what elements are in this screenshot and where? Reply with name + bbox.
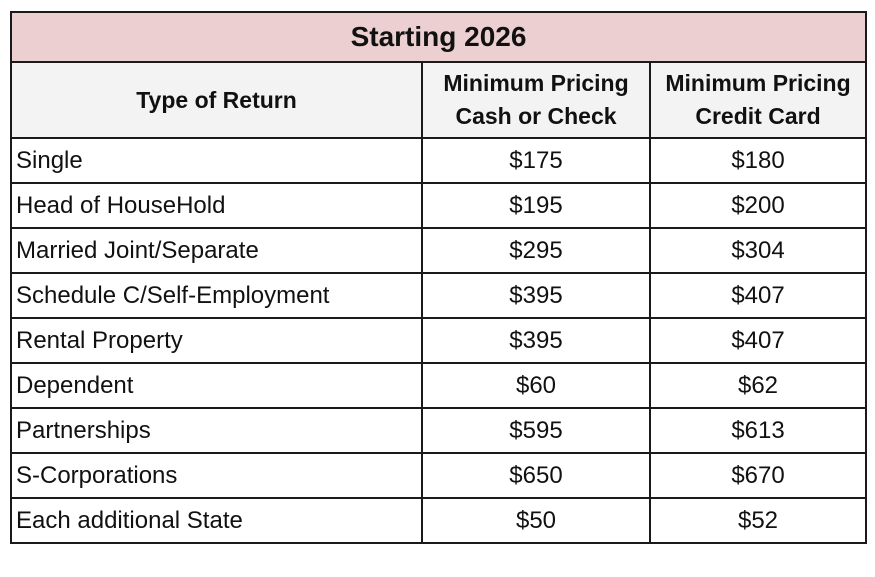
- pricing-table-container: [10, 11, 865, 544]
- cash-price-cell: $595: [422, 408, 650, 453]
- table-row: [11, 453, 866, 498]
- card-price-cell: $407: [650, 273, 866, 318]
- table-row: [11, 498, 866, 543]
- card-price-cell: $62: [650, 363, 866, 408]
- cash-price-cell: $60: [422, 363, 650, 408]
- header-card-line-1: Minimum Pricing: [665, 70, 851, 96]
- cash-price-cell: $395: [422, 273, 650, 318]
- return-type-cell: Married Joint/Separate: [11, 228, 422, 273]
- card-price-cell: $613: [650, 408, 866, 453]
- card-price-cell: $407: [650, 318, 866, 363]
- card-price-cell: $180: [650, 138, 866, 183]
- table-title: Starting 2026: [11, 12, 866, 62]
- table-row: [11, 228, 866, 273]
- return-type-cell: Partnerships: [11, 408, 422, 453]
- cash-price-cell: $395: [422, 318, 650, 363]
- header-row: [11, 62, 866, 138]
- card-price-cell: $200: [650, 183, 866, 228]
- card-price-cell: $670: [650, 453, 866, 498]
- card-price-cell: $304: [650, 228, 866, 273]
- header-cash-or-check: [422, 62, 650, 138]
- table-row: [11, 273, 866, 318]
- card-price-cell: $52: [650, 498, 866, 543]
- table-row: [11, 318, 866, 363]
- cash-price-cell: $650: [422, 453, 650, 498]
- return-type-cell: Rental Property: [11, 318, 422, 363]
- return-type-cell: Single: [11, 138, 422, 183]
- return-type-cell: Head of HouseHold: [11, 183, 422, 228]
- table-row: [11, 183, 866, 228]
- pricing-table: [10, 11, 867, 544]
- cash-price-cell: $175: [422, 138, 650, 183]
- header-type-of-return: Type of Return: [11, 62, 422, 138]
- cash-price-cell: $295: [422, 228, 650, 273]
- return-type-cell: S-Corporations: [11, 453, 422, 498]
- table-row: [11, 408, 866, 453]
- return-type-cell: Schedule C/Self-Employment: [11, 273, 422, 318]
- table-row: [11, 363, 866, 408]
- return-type-cell: Dependent: [11, 363, 422, 408]
- cash-price-cell: $195: [422, 183, 650, 228]
- header-cash-line-1: Minimum Pricing: [443, 70, 629, 96]
- cash-price-cell: $50: [422, 498, 650, 543]
- header-cash-line-2: Cash or Check: [455, 103, 617, 129]
- header-credit-card: [650, 62, 866, 138]
- table-row: [11, 138, 866, 183]
- return-type-cell: Each additional State: [11, 498, 422, 543]
- title-row: [11, 12, 866, 62]
- header-card-line-2: Credit Card: [695, 103, 821, 129]
